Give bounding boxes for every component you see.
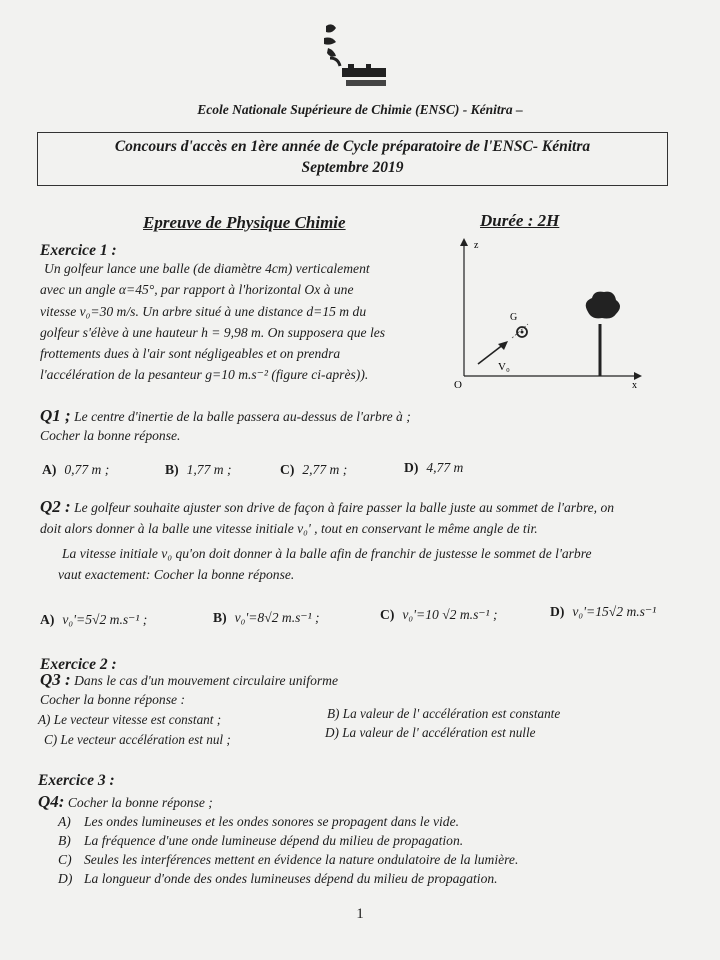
q3-block (40, 670, 338, 709)
exercise1-line: l'accélération de la pesanteur g=10 m.s⁻² (figure ci-après)). (40, 367, 369, 383)
duration: Durée : 2H (480, 211, 560, 230)
q4-label: Q4: (38, 792, 65, 811)
q2-option-d[interactable]: D) v₀'=15√2 m.s⁻¹ (550, 604, 657, 619)
q4-option-a[interactable]: A) Les ondes lumineuses et les ondes sonores se propagent dans le vide. (58, 814, 460, 829)
trajectory-figure (452, 236, 648, 392)
q1-text: Le centre d'inertie de la balle passera au-dessus de l'arbre à ; (74, 409, 411, 424)
contest-date: Septembre 2019 (301, 159, 404, 176)
q4-option-d[interactable]: D) La longueur d'onde des ondes lumineuses dépend du milieu de propagation. (58, 871, 498, 886)
q1-block (40, 406, 680, 445)
q4-text: Cocher la bonne réponse ; (67, 795, 213, 810)
q2-text: Le golfeur souhaite ajuster son drive de façon à faire passer la balle juste au sommet de l'arbre, on (74, 500, 615, 515)
q3-option-b[interactable]: B) La valeur de l' accélération est constante (327, 706, 561, 721)
school-name: Ecole Nationale Supérieure de Chimie (ENSC) - Kénitra – (197, 102, 523, 117)
exercise1-title: Exercice 1 : (40, 242, 117, 259)
tree-icon (586, 292, 620, 319)
exercise1-line: avec un angle α=45°, par rapport à l'horizontal Ox à une (40, 282, 354, 298)
q4-block (38, 792, 213, 812)
q2-instruction: vaut exactement: Cocher la bonne réponse. (58, 567, 295, 582)
q2-option-c[interactable]: C) v₀'=10 √2 m.s⁻¹ ; (380, 607, 498, 622)
contest-title: Concours d'accès en 1ère année de Cycle préparatoire de l'ENSC- Kénitra (114, 138, 591, 155)
exercise1-line: golfeur s'élève à une hauteur h = 9,98 m. On supposera que les (40, 324, 386, 340)
q3-option-d[interactable]: D) La valeur de l' accélération est nulle (325, 725, 536, 740)
page-number: 1 (356, 906, 364, 922)
x-label: x (632, 380, 637, 391)
school-logo (318, 18, 394, 92)
q2-option-b[interactable]: B) v₀'=8√2 m.s⁻¹ ; (213, 610, 320, 625)
exercise1-line: frottements dues à l'air sont négligeables et on prendra (40, 346, 341, 362)
q1-label: Q1 ; (40, 406, 71, 425)
origin-label: O (454, 379, 462, 391)
q1-instruction: Cocher la bonne réponse. (40, 428, 181, 443)
q1-option-d[interactable]: D) 4,77 m (404, 460, 464, 475)
q4-option-c[interactable]: C) Seules les interférences mettent en évidence la nature ondulatoire de la lumière. (58, 852, 519, 867)
q2-option-a[interactable]: A) v₀'=5√2 m.s⁻¹ ; (40, 612, 148, 627)
center-label: G (510, 312, 518, 323)
q2-block (40, 497, 700, 584)
q3-text: Dans le cas d'un mouvement circulaire uniforme (74, 673, 339, 688)
x-axis-arrow-icon (634, 372, 642, 380)
q2-label: Q2 : (40, 497, 71, 516)
exercise3-title: Exercice 3 : (38, 772, 115, 789)
q3-label: Q3 : (40, 670, 71, 689)
q3-instruction: Cocher la bonne réponse : (40, 692, 185, 707)
z-label: z (474, 240, 479, 251)
z-axis-arrow-icon (460, 238, 468, 246)
q4-option-b[interactable]: B) La fréquence d'une onde lumineuse dépend du milieu de propagation. (58, 833, 464, 848)
q2-text-2: doit alors donner à la balle une vitesse initiale v₀' , tout en conservant le même angle de tir. (40, 521, 538, 536)
q1-option-a[interactable]: A) 0,77 m ; (42, 462, 110, 477)
q3-option-c[interactable]: C) Le vecteur accélération est nul ; (44, 732, 231, 747)
exercise1-line: Un golfeur lance une balle (de diamètre 4cm) verticalement (44, 261, 370, 276)
exercise1-text (40, 258, 445, 386)
contest-box (37, 132, 668, 186)
exercise2-title: Exercice 2 : (40, 656, 117, 673)
q3-option-a[interactable]: A) Le vecteur vitesse est constant ; (38, 712, 222, 727)
subject-title: Epreuve de Physique Chimie (143, 213, 346, 232)
q2-text-3: La vitesse initiale v₀ qu'on doit donner à la balle afin de franchir de justesse le sommet de l'arbre (62, 546, 592, 561)
q1-option-b[interactable]: B) 1,77 m ; (165, 462, 232, 477)
exercise1-line: vitesse v₀=30 m/s. Un arbre situé à une distance d=15 m du (40, 303, 367, 319)
q1-option-c[interactable]: C) 2,77 m ; (280, 462, 348, 477)
velocity-label: V₀ (498, 361, 510, 373)
velocity-arrow-icon (498, 341, 508, 350)
